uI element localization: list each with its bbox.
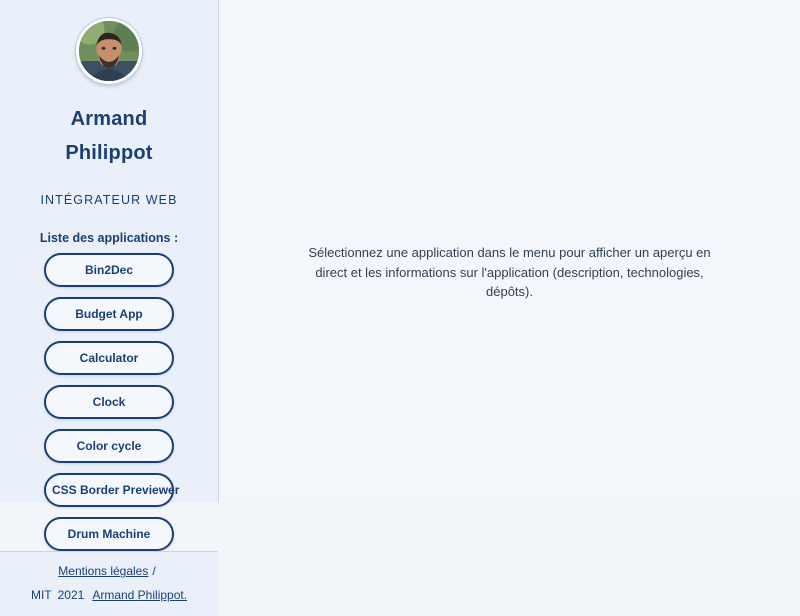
footer-legal-line (10, 564, 208, 578)
list-item (44, 429, 174, 463)
sidebar-scroll-area[interactable] (0, 0, 218, 551)
list-item (44, 253, 174, 287)
license-label: MIT (30, 588, 52, 603)
app-link-css-border-previewer[interactable]: CSS Border Previewer (44, 473, 174, 507)
app-link-color-cycle[interactable]: Color cycle (44, 429, 174, 463)
avatar (76, 18, 142, 84)
list-item (44, 341, 174, 375)
main-content (219, 0, 800, 503)
app-link-clock[interactable]: Clock (44, 385, 174, 419)
app-link-budget-app[interactable]: Budget App (44, 297, 174, 331)
app-link-bin2dec[interactable]: Bin2Dec (44, 253, 174, 287)
sidebar (0, 0, 219, 603)
list-item (44, 517, 174, 551)
app-link-drum-machine[interactable]: Drum Machine (44, 517, 174, 551)
name-line-2: Philippot (65, 142, 153, 164)
footer-license-line (10, 588, 208, 602)
page-title (65, 102, 152, 170)
list-item (44, 473, 180, 507)
legal-notice-link[interactable]: Mentions légales (58, 564, 149, 579)
app-link-calculator[interactable]: Calculator (44, 341, 174, 375)
name-line-1: Armand (70, 108, 148, 130)
app-list-label: Liste des applications : (39, 231, 179, 246)
list-item (44, 297, 174, 331)
footer-separator: / (152, 564, 156, 579)
copyright-year: 2021 (57, 588, 85, 603)
empty-state-message: Sélectionnez une application dans le menu pour afficher un aperçu en direct et les informations sur l'application (description, technologies, dépôts). (308, 245, 711, 299)
job-title: INTÉGRATEUR WEB (40, 193, 178, 208)
app-list (12, 253, 206, 551)
list-item (44, 385, 174, 419)
author-link[interactable]: Armand Philippot. (92, 588, 188, 603)
sidebar-footer (0, 551, 218, 616)
